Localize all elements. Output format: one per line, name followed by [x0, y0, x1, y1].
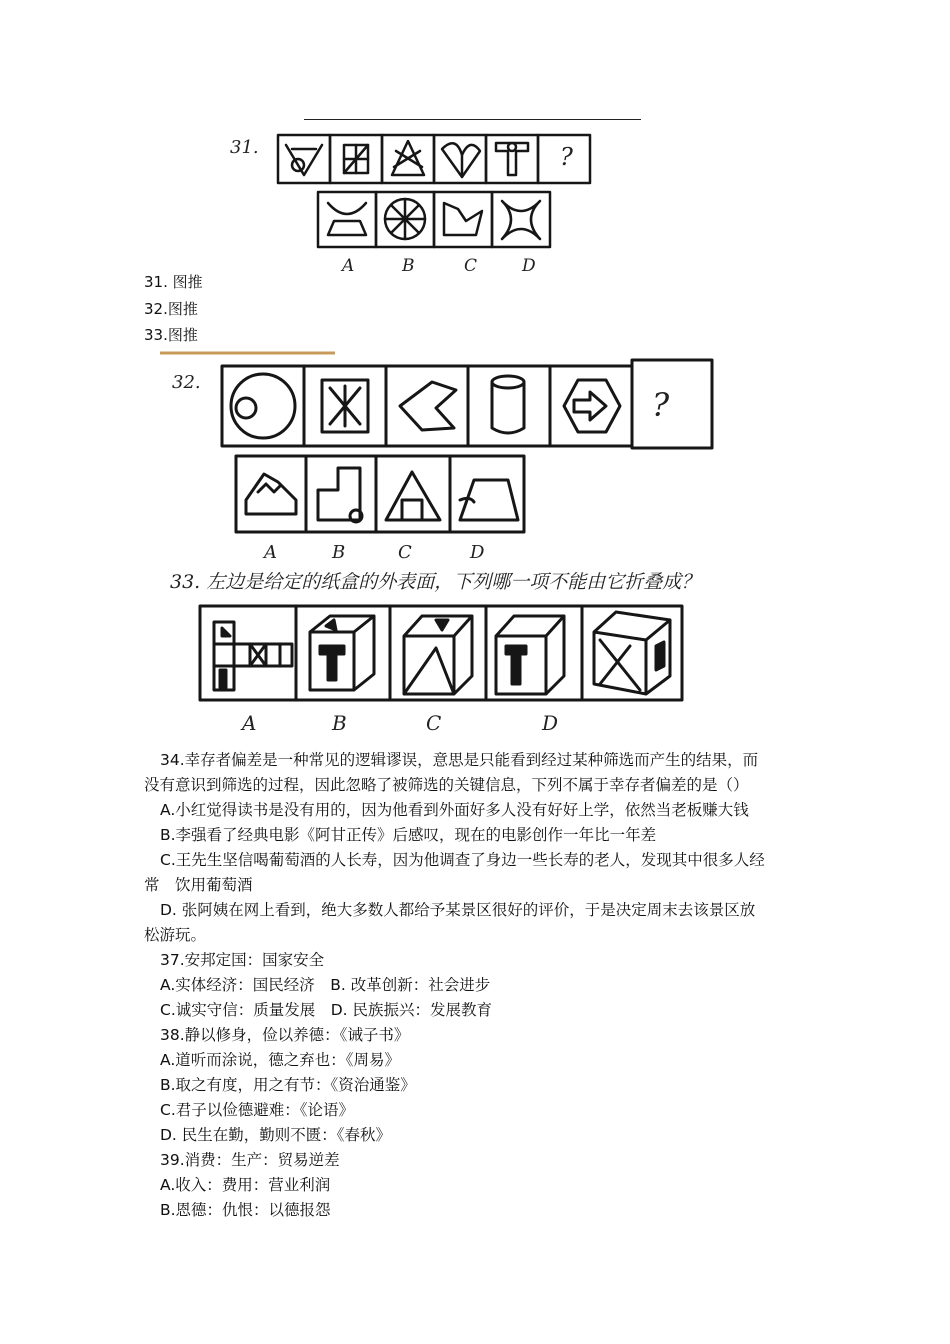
- q32-q33-sketch: [160, 350, 860, 740]
- label-31: 31. 图推: [144, 273, 203, 291]
- q34-option-d-line2: 松游玩。: [144, 926, 207, 944]
- q39-stem: 39.消费：生产：贸易逆差: [160, 1151, 340, 1169]
- q31-question-mark: ?: [560, 143, 573, 171]
- q31-option-d-box: [492, 192, 550, 247]
- q32-number: 32.: [172, 372, 201, 393]
- q38-stem: 38.静以修身，俭以养德：《诫子书》: [160, 1026, 410, 1044]
- q34-option-b: B.李强看了经典电影《阿甘正传》后感叹，现在的电影创作一年比一年差: [160, 826, 657, 844]
- q32-option-b-label: B: [332, 542, 346, 563]
- q32-cell-6: [632, 360, 712, 448]
- q32-question-mark: ?: [652, 386, 670, 424]
- q39-option-b: B.恩德：仇恨：以德报怨: [160, 1201, 331, 1219]
- q38-option-b: B.取之有度，用之有节：《资治通鉴》: [160, 1076, 416, 1094]
- q32-option-c-label: C: [398, 542, 412, 563]
- q32-option-a-box: [236, 456, 306, 532]
- label-32: 32.图推: [144, 300, 198, 318]
- q33-option-c-box: [486, 606, 582, 700]
- q33-option-b-label: B: [332, 711, 347, 735]
- q34-option-d-line1: D. 张阿姨在网上看到，绝大多数人都给予某景区很好的评价，于是决定周末去该景区放: [160, 901, 756, 919]
- q38-option-d: D. 民生在勤，勤则不匮：《春秋》: [160, 1126, 392, 1144]
- q31-option-d-label: D: [522, 256, 536, 276]
- q34-stem-line1: 34.幸存者偏差是一种常见的逻辑谬误，意思是只能看到经过某种筛选而产生的结果，而: [160, 751, 759, 769]
- q31-option-c-label: C: [464, 256, 478, 276]
- q31-option-b-label: B: [402, 256, 415, 276]
- q32-cell-1: [222, 366, 304, 446]
- q32-cell-3: [386, 366, 468, 446]
- q33-option-c-label: C: [426, 711, 442, 735]
- q33-option-a-label: A: [242, 711, 257, 735]
- q31-sketch: [200, 125, 620, 280]
- q37-options-row2: C.诚实守信：质量发展 D. 民族振兴：发展教育: [160, 1001, 493, 1019]
- q31-option-c-box: [434, 192, 492, 247]
- q34-option-c-line1: C.王先生坚信喝葡萄酒的人长寿，因为他调查了身边一些长寿的老人，发现其中很多人经: [160, 851, 765, 869]
- q38-option-a: A.道听而涂说，德之弃也：《周易》: [160, 1051, 401, 1069]
- q34-stem-line2: 没有意识到筛选的过程，因此忽略了被筛选的关键信息，下列不属于幸存者偏差的是（）: [144, 776, 749, 794]
- q33-prompt: 33. 左边是给定的纸盒的外表面，下列哪一项不能由它折叠成？: [170, 571, 701, 593]
- header-rule: [304, 119, 641, 120]
- q38-option-c: C.君子以俭德避难：《论语》: [160, 1101, 355, 1119]
- q31-option-a-label: A: [342, 256, 355, 276]
- q37-options-row1: A.实体经济：国民经济 B. 改革创新：社会进步: [160, 976, 491, 994]
- q31-number: 31.: [230, 137, 259, 158]
- q37-stem: 37.安邦定国：国家安全: [160, 951, 325, 969]
- q39-option-a: A.收入：费用：营业利润: [160, 1176, 331, 1194]
- q31-option-a-box: [318, 192, 376, 247]
- q34-option-a: A.小红觉得读书是没有用的，因为他看到外面好多人没有好好上学，依然当老板赚大钱: [160, 801, 749, 819]
- q32-option-d-label: D: [470, 542, 485, 563]
- label-33: 33.图推: [144, 326, 198, 344]
- q32-option-a-label: A: [264, 542, 277, 563]
- q33-option-d-label: D: [542, 711, 559, 735]
- q34-option-c-line2: 常 饮用葡萄酒: [144, 876, 253, 894]
